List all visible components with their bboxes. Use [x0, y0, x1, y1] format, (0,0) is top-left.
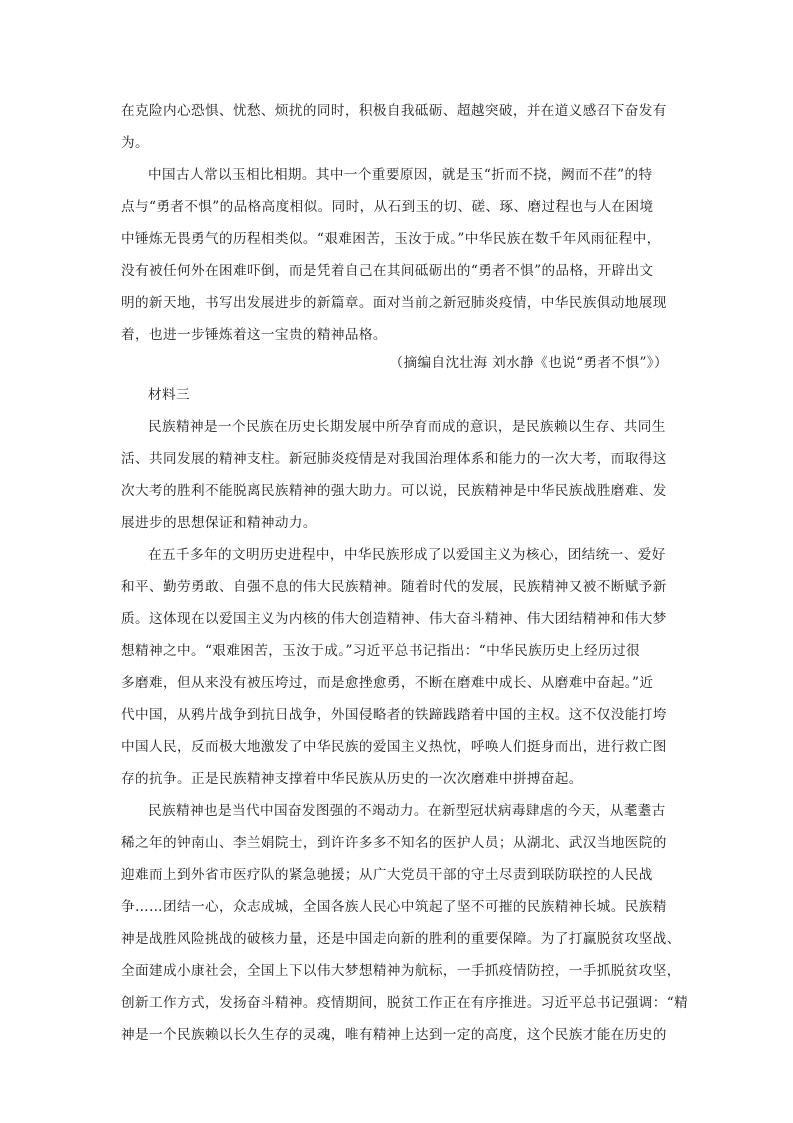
paragraph-line: 没有被任何外在困难吓倒，而是凭着自己在其间砥砺出的“勇者不惧”的品格，开辟出文 — [121, 263, 654, 279]
paragraph-line: 和平、勤劳勇敢、自强不息的伟大民族精神。随着时代的发展，民族精神又被不断赋予新 — [121, 579, 667, 595]
paragraph-line: 为。 — [121, 135, 149, 151]
paragraph-line: 展进步的思想保证和精神动力。 — [121, 515, 317, 531]
paragraph-line: 在克险内心恐惧、忧愁、烦扰的同时，积极自我砥砺、超越突破，并在道义感召下奋发有 — [121, 103, 667, 119]
paragraph-line: 着，也进一步锤炼着这一宝贵的精神品格。 — [121, 327, 387, 343]
paragraph-line: 中国人民，反而极大地激发了中华民族的爱国主义热忱，呼唤人们挺身而出，进行救亡图 — [121, 739, 667, 755]
paragraph-line: 神是战胜风险挑战的破核力量，还是中国走向新的胜利的重要保障。为了打赢脱贫攻坚战、 — [121, 931, 681, 947]
paragraph-line: 民族精神也是当代中国奋发图强的不竭动力。在新型冠状病毒肆虐的今天，从耄耋古 — [148, 803, 666, 819]
paragraph-line: 迎难而上到外省市医疗队的紧急驰援；从广大党员干部的守土尽责到联防联控的人民战 — [121, 867, 653, 883]
paragraph-line: 争……团结一心，众志成城，全国各族人民心中筑起了坚不可摧的民族精神长城。民族精 — [121, 899, 667, 915]
source-citation: （摘编自沈壮海 刘水静《也说“勇者不惧”》） — [389, 355, 668, 371]
paragraph-line: 全面建成小康社会，全国上下以伟大梦想精神为航标，一手抓疫情防控，一手抓脱贫攻坚， — [121, 963, 681, 979]
paragraph-line: 次大考的胜利不能脱离民族精神的强大助力。可以说，民族精神是中华民族战胜磨难、发 — [121, 483, 667, 499]
paragraph-line: 中锤炼无畏勇气的历程相类似。“艰难困苦，玉汝于成。”中华民族在数千年风雨征程中， — [121, 231, 661, 247]
paragraph-line: 质。这体现在以爱国主义为内核的伟大创造精神、伟大奋斗精神、伟大团结精神和伟大梦 — [121, 611, 667, 627]
section-heading: 材料三 — [148, 387, 190, 403]
paragraph-line: 民族精神是一个民族在历史长期发展中所孕育而成的意识，是民族赖以生存、共同生 — [148, 419, 666, 435]
paragraph-line: 神是一个民族赖以长久生存的灵魂，唯有精神上达到一定的高度，这个民族才能在历史的 — [121, 1027, 667, 1043]
paragraph-line: 点与“勇者不惧”的品格高度相似。同时，从石到玉的切、磋、琢、磨过程也与人在困境 — [121, 199, 654, 215]
paragraph-line: 稀之年的钟南山、李兰娟院士，到许许多多不知名的医护人员；从湖北、武汉当地医院的 — [121, 835, 667, 851]
paragraph-line: 存的抗争。正是民族精神支撑着中华民族从历史的一次次磨难中拼搏奋起。 — [121, 771, 583, 787]
paragraph-line: 活、共同发展的精神支柱。新冠肺炎疫情是对我国治理体系和能力的一次大考，而取得这 — [121, 451, 667, 467]
paragraph-line: 代中国，从鸦片战争到抗日战争，外国侵略者的铁蹄践踏着中国的主权。这不仅没能打垮 — [121, 707, 667, 723]
paragraph-line: 在五千多年的文明历史进程中，中华民族形成了以爱国主义为核心，团结统一、爱好 — [148, 547, 666, 563]
paragraph-line: 中国古人常以玉相比相期。其中一个重要原因，就是玉“折而不挠，阙而不荏”的特 — [148, 167, 653, 183]
paragraph-line: 多磨难，但从来没有被压垮过，而是愈挫愈勇，不断在磨难中成长、从磨难中奋起。”近 — [121, 675, 654, 691]
paragraph-line: 创新工作方式，发扬奋斗精神。疫情期间，脱贫工作正在有序推进。习近平总书记强调：“精 — [121, 995, 689, 1011]
paragraph-line: 想精神之中。“艰难困苦，玉汝于成。”习近平总书记指出：“中华民族历史上经历过很 — [121, 643, 641, 659]
paragraph-line: 明的新天地，书写出发展进步的新篇章。面对当前之新冠肺炎疫情，中华民族俱动地展现 — [121, 295, 667, 311]
